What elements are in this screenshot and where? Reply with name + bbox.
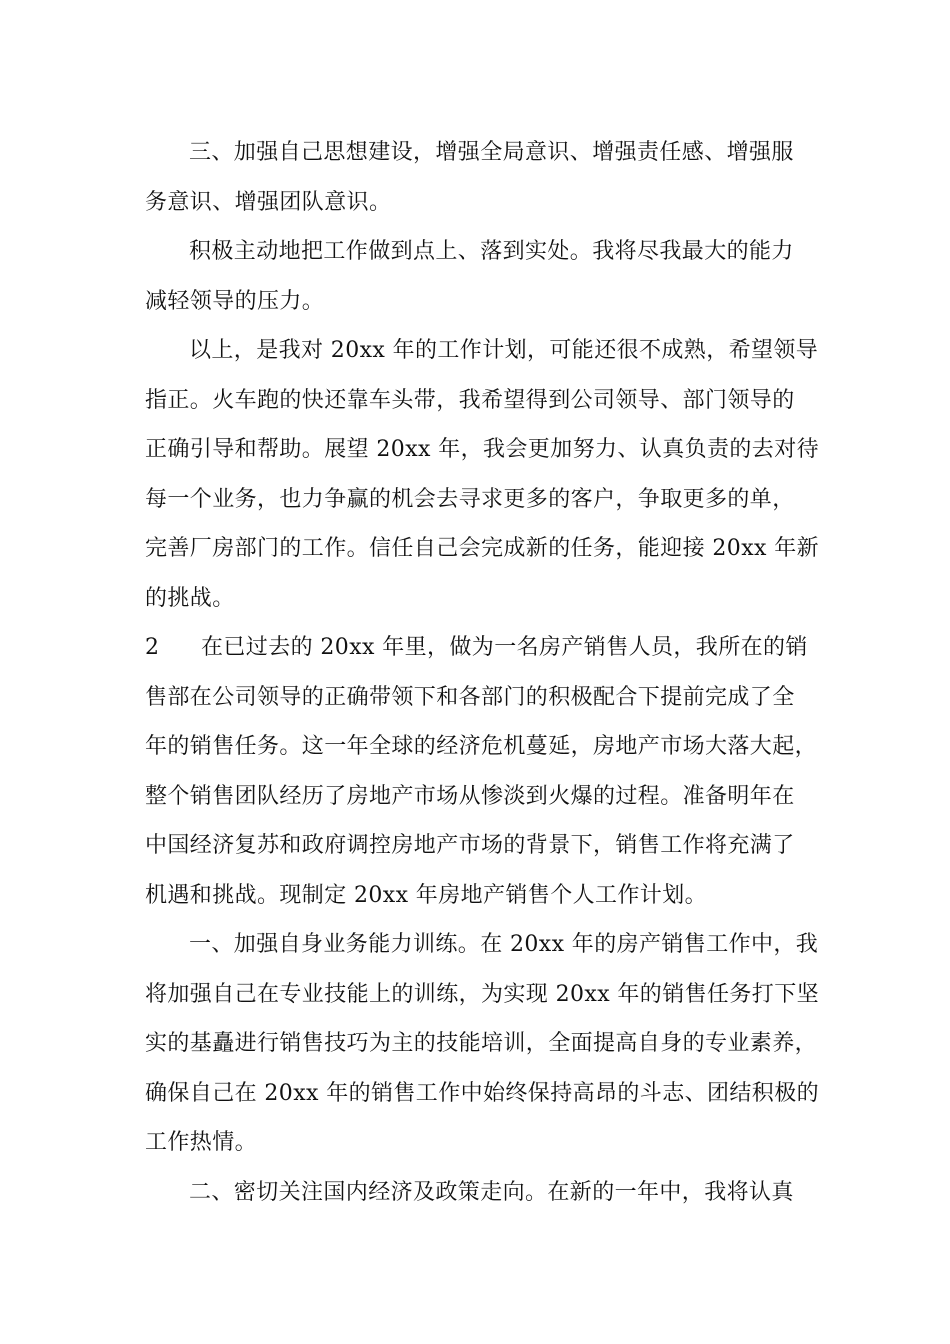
text-line: 二、密切关注国内经济及政策走向。在新的一年中，我将认真 bbox=[189, 1179, 794, 1205]
paragraph-section-2 bbox=[145, 623, 818, 920]
paragraph-thought-building bbox=[145, 128, 815, 227]
text-line: 实的基矗进行销售技巧为主的技能培训，全面提高自身的专业素养， bbox=[145, 1031, 818, 1056]
document-body bbox=[145, 128, 819, 1217]
text-line: 将加强自己在专业技能上的训练，为实现 20xx 年的销售任务打下坚 bbox=[145, 981, 819, 1007]
text-line: 正确引导和帮助。展望 20xx 年，我会更加努力、认真负责的去对待 bbox=[145, 437, 819, 462]
paragraph-business-ability bbox=[145, 920, 819, 1168]
text-line: 售部在公司领导的正确带领下和各部门的积极配合下提前完成了全 bbox=[145, 684, 795, 710]
paragraph-initiative bbox=[145, 227, 815, 326]
paragraph-economic-policy bbox=[145, 1168, 815, 1218]
text-line: 每一个业务，也力争赢的机会去寻求更多的客户，争取更多的单， bbox=[145, 486, 795, 512]
text-line: 完善厂房部门的工作。信任自己会完成新的任务，能迎接 20xx 年新 bbox=[145, 536, 819, 561]
numbered-line bbox=[145, 623, 815, 673]
text-line: 积极主动地把工作做到点上、落到实处。我将尽我最大的能力 bbox=[189, 239, 794, 264]
text-line: 指正。火车跑的快还靠车头带，我希望得到公司领导、部门领导的 bbox=[145, 387, 795, 413]
section-number: 2 bbox=[145, 635, 160, 660]
text-line: 中国经济复苏和政府调控房地产市场的背景下，销售工作将充满了 bbox=[145, 833, 795, 858]
text-line: 三、加强自己思想建设，增强全局意识、增强责任感、增强服 bbox=[189, 140, 794, 165]
text-line: 一、加强自身业务能力训练。在 20xx 年的房产销售工作中，我 bbox=[189, 932, 819, 957]
text-line: 的挑战。 bbox=[145, 585, 235, 611]
text-line: 机遇和挑战。现制定 20xx 年房地产销售个人工作计划。 bbox=[145, 882, 707, 908]
text-line: 年的销售任务。这一年全球的经济危机蔓延，房地产市场大落大起， bbox=[145, 734, 818, 759]
text-line: 整个销售团队经历了房地产市场从惨淡到火爆的过程。准备明年在 bbox=[145, 783, 795, 809]
text-line: 在已过去的 20xx 年里，做为一名房产销售人员，我所在的销 bbox=[201, 635, 808, 660]
paragraph-conclusion bbox=[145, 326, 819, 623]
text-line: 确保自己在 20xx 年的销售工作中始终保持高昂的斗志、团结积极的 bbox=[145, 1080, 819, 1106]
text-line: 以上，是我对 20xx 年的工作计划，可能还很不成熟，希望领导 bbox=[189, 338, 819, 363]
text-line: 减轻领导的压力。 bbox=[145, 288, 325, 314]
text-line: 务意识、增强团队意识。 bbox=[145, 189, 392, 215]
text-line: 工作热情。 bbox=[145, 1130, 258, 1155]
